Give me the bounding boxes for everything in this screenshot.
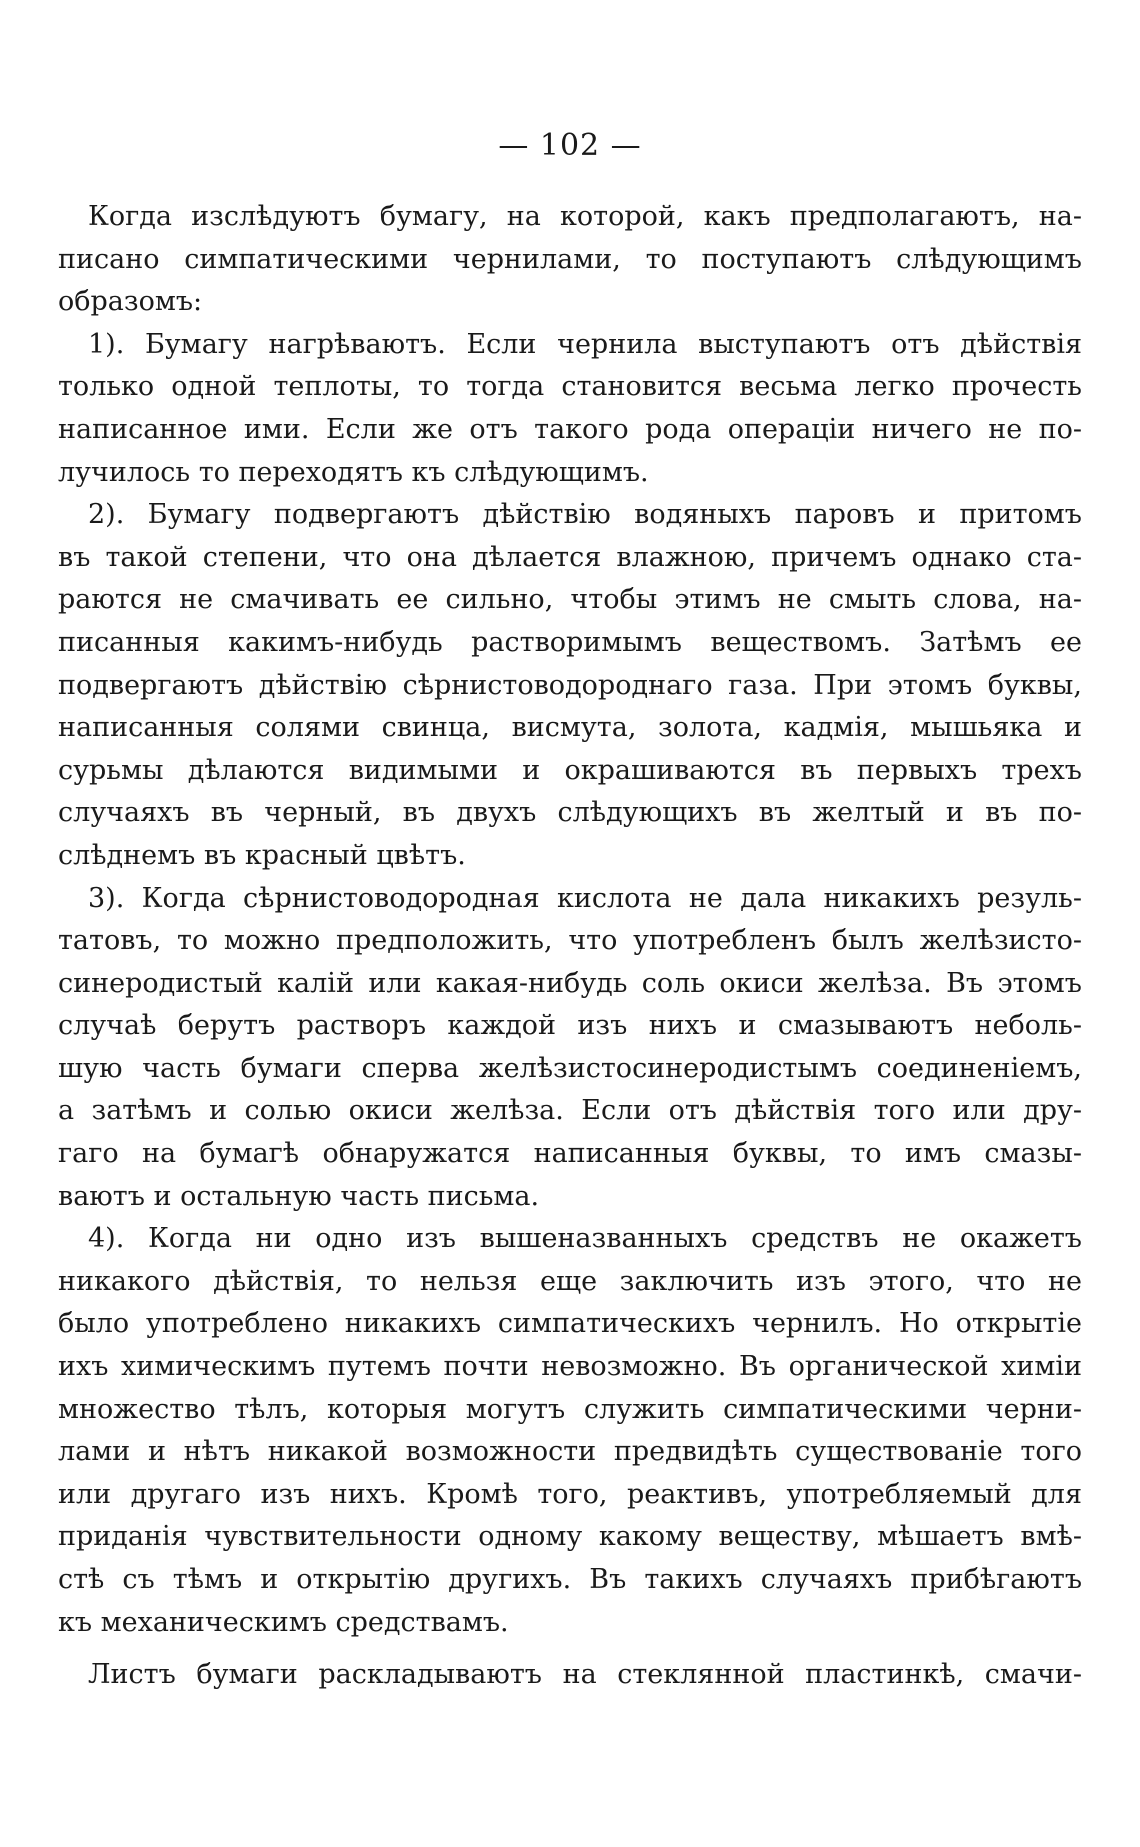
text-line: синеродистый калій или какая-нибудь соль окиси желѣза. Въ этомъ	[58, 967, 1082, 999]
text-line: 4). Когда ни одно изъ вышеназванныхъ средствъ не окажетъ	[88, 1223, 1082, 1255]
text-line: слѣднемъ въ красный цвѣтъ.	[58, 839, 466, 871]
text-line: лами и нѣтъ никакой возможности предвидѣть существованіе того	[58, 1436, 1082, 1468]
text-line: случаяхъ въ черный, въ двухъ слѣдующихъ въ желтый и въ по-	[58, 797, 1082, 829]
text-line: а затѣмъ и солью окиси желѣза. Если отъ дѣйствія того или дру-	[58, 1095, 1082, 1127]
text-line: татовъ, то можно предположить, что употребленъ былъ желѣзисто-	[58, 925, 1082, 957]
text-line: никакого дѣйствія, то нельзя еще заключить изъ этого, что не	[58, 1265, 1082, 1297]
text-line: 1). Бумагу нагрѣваютъ. Если чернила выступаютъ отъ дѣйствія	[88, 328, 1082, 360]
text-line: въ такой степени, что она дѣлается влажною, причемъ однако ста-	[58, 541, 1082, 573]
text-line: Листъ бумаги раскладываютъ на стеклянной пластинкѣ, смачи-	[88, 1659, 1082, 1691]
text-line: написанное ими. Если же отъ такого рода операціи ничего не по-	[58, 413, 1082, 445]
text-line: стѣ съ тѣмъ и открытію другихъ. Въ такихъ случаяхъ прибѣгаютъ	[58, 1564, 1082, 1595]
text-line: написанныя солями свинца, висмута, золота, кадмія, мышьяка и	[58, 712, 1082, 744]
text-line: образомъ:	[58, 286, 203, 318]
text-line: шую часть бумаги сперва желѣзистосинеродистымъ соединеніемъ,	[58, 1052, 1082, 1084]
text-line: сурьмы дѣлаются видимыми и окрашиваются въ первыхъ трехъ	[58, 754, 1082, 786]
text-line: Когда изслѣдуютъ бумагу, на которой, какъ предполагаютъ, на-	[88, 201, 1082, 232]
page-number: — 102 —	[498, 128, 642, 163]
text-line: писанныя какимъ-нибудь растворимымъ веществомъ. Затѣмъ ее	[58, 626, 1082, 658]
text-line: только одной теплоты, то тогда становится весьма легко прочесть	[58, 371, 1082, 403]
text-line: приданія чувствительности одному какому веществу, мѣшаетъ вмѣ-	[58, 1521, 1082, 1553]
text-line: случаѣ берутъ растворъ каждой изъ нихъ и смазываютъ неболь-	[58, 1010, 1082, 1042]
page-text	[58, 196, 1082, 1697]
text-line: или другаго изъ нихъ. Кромѣ того, реактивъ, употребляемый для	[58, 1478, 1082, 1510]
text-line: ваютъ и остальную часть письма.	[58, 1180, 540, 1212]
text-line: раются не смачивать ее сильно, чтобы этимъ не смыть слова, на-	[58, 584, 1082, 616]
text-line: гаго на бумагѣ обнаружатся написанныя буквы, то имъ смазы-	[58, 1138, 1082, 1170]
text-line: было употреблено никакихъ симпатическихъ чернилъ. Но открытіе	[58, 1308, 1082, 1340]
text-line: 3). Когда сѣрнистоводородная кислота не дала никакихъ резуль-	[88, 882, 1082, 914]
text-line: писано симпатическими чернилами, то поступаютъ слѣдующимъ	[58, 243, 1082, 275]
text-line: 2). Бумагу подвергаютъ дѣйствію водяныхъ паровъ и притомъ	[88, 499, 1082, 531]
text-line: ихъ химическимъ путемъ почти невозможно. Въ органической химіи	[58, 1351, 1082, 1383]
text-line: къ механическимъ средствамъ.	[58, 1606, 509, 1638]
text-line: лучилось то переходятъ къ слѣдующимъ.	[58, 456, 649, 488]
text-line: подвергаютъ дѣйствію сѣрнистоводороднаго газа. При этомъ буквы,	[58, 669, 1082, 701]
text-line: множество тѣлъ, которыя могутъ служить симпатическими черни-	[58, 1393, 1082, 1425]
